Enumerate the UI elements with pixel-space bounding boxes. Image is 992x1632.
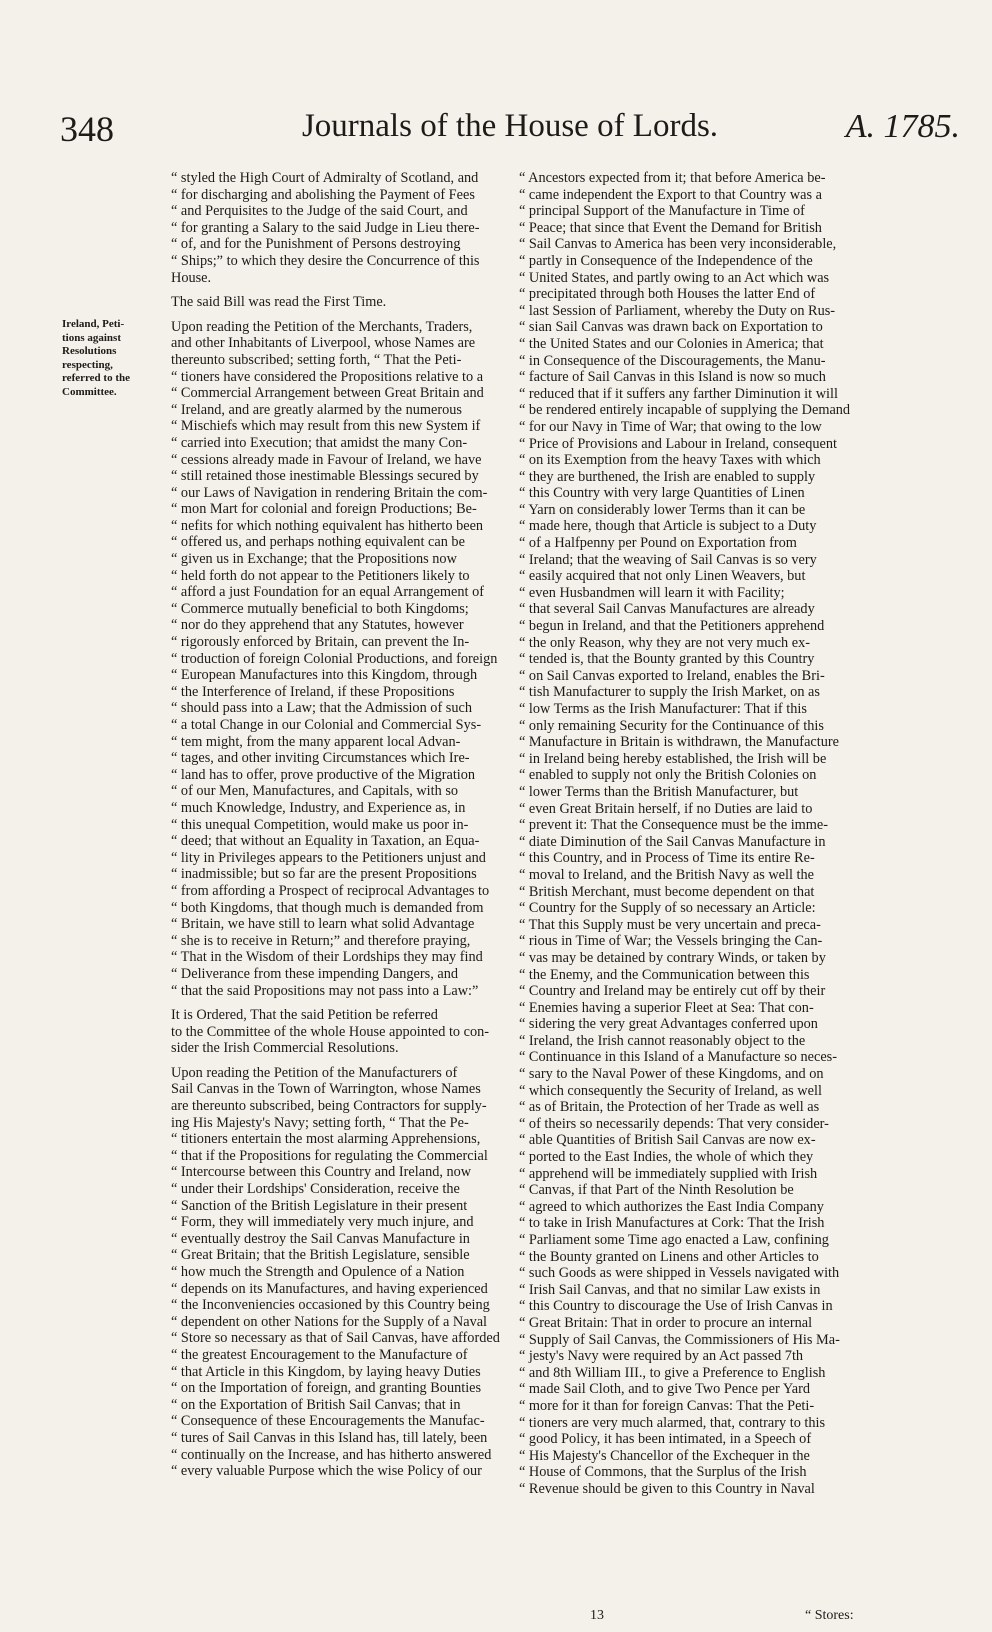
right-column-line: “ House of Commons, that the Surplus of the Irish (519, 1464, 807, 1481)
right-column-line: “ prevent it: That the Consequence must be the imme- (519, 817, 829, 834)
right-column-line: “ even Great Britain herself, if no Duties are laid to (519, 800, 813, 817)
left-column-line: “ That in the Wisdom of their Lordships they may find (171, 949, 483, 966)
right-column-line: “ His Majesty's Chancellor of the Exchequer in the (519, 1447, 810, 1464)
left-column-line: ing His Majesty's Navy; setting forth, “ That the Pe- (171, 1114, 469, 1131)
left-column-line: “ this unequal Competition, would make us poor in- (171, 816, 469, 833)
right-column-line: “ of theirs so necessarily depends: That very consider- (519, 1115, 829, 1132)
left-column-line: “ the greatest Encouragement to the Manufacture of (171, 1346, 468, 1363)
right-column-line: “ enabled to supply not only the British Colonies on (519, 767, 817, 784)
left-column (171, 170, 505, 1480)
left-column-line: “ the Inconveniencies occasioned by this Country being (171, 1297, 490, 1314)
left-column-line: “ afford a just Foundation for an equal Arrangement of (171, 584, 484, 601)
right-column-line: “ for our Navy in Time of War; that owing to the low (519, 418, 822, 435)
right-column-line: “ Country for the Supply of so necessary an Article: (519, 900, 816, 917)
right-column-line: “ in Ireland being hereby established, the Irish will be (519, 750, 827, 767)
left-column-line: “ that the said Propositions may not pass into a Law:” (171, 982, 479, 999)
page-number: 348 (60, 109, 114, 149)
left-column-line: are thereunto subscribed, being Contractors for supply- (171, 1098, 487, 1115)
margin-note-line: Resolutions (62, 345, 117, 357)
left-column-line: “ still retained those inestimable Blessings secured by (171, 468, 479, 485)
right-column-line: “ sidering the very great Advantages conferred upon (519, 1016, 818, 1033)
right-column-line: “ last Session of Parliament, whereby the Duty on Rus- (519, 302, 836, 319)
right-column-line: “ That this Supply must be very uncertain and preca- (519, 916, 821, 933)
right-column-line: “ Parliament some Time ago enacted a Law, confining (519, 1232, 829, 1248)
right-column-line: “ Enemies having a superior Fleet at Sea: That con- (519, 999, 814, 1016)
left-column-line: “ Consequence of these Encouragements the Manufac- (171, 1413, 485, 1430)
margin-note-line: referred to the (62, 372, 131, 384)
left-column-line: “ of our Men, Manufactures, and Capitals, with so (171, 783, 459, 800)
right-column-line: “ jesty's Navy were required by an Act passed 7th (519, 1348, 804, 1365)
right-column-line: “ British Merchant, must become dependent on that (519, 883, 815, 900)
left-column-line: “ Britain, we have still to learn what solid Advantage (171, 916, 475, 933)
right-column-line: “ came independent the Export to that Country was a (519, 186, 822, 203)
right-column-line: “ diate Diminution of the Sail Canvas Manufacture in (519, 833, 826, 850)
margin-note (62, 318, 158, 399)
left-column-line: “ Ships;” to which they desire the Concurrence of this (171, 252, 480, 269)
right-column-line: “ they are burthened, the Irish are enabled to supply (519, 468, 816, 485)
left-column-line: “ from affording a Prospect of reciprocal Advantages to (171, 882, 490, 899)
left-column-line: “ that if the Propositions for regulating the Commercial (171, 1147, 488, 1164)
margin-note-line: respecting, (62, 358, 113, 371)
right-column-line: “ more for it than for foreign Canvas: That the Peti- (519, 1397, 815, 1414)
right-column-line: “ agreed to which authorizes the East India Company (519, 1198, 824, 1215)
left-column-line: “ under their Lordships' Consideration, receive the (171, 1181, 460, 1198)
left-column-line: “ for discharging and abolishing the Payment of Fees (171, 186, 475, 203)
left-column-line: “ nor do they apprehend that any Statutes, however (171, 617, 464, 634)
left-column-line: “ held forth do not appear to the Petitioners likely to (171, 567, 470, 584)
right-column-line: “ sian Sail Canvas was drawn back on Exportation to (519, 319, 823, 336)
left-column-line: “ Mischiefs which may result from this new System if (171, 418, 481, 435)
left-column-line: “ for granting a Salary to the said Judge in Lieu there- (171, 219, 480, 236)
left-column-line: “ depends on its Manufactures, and having experienced (171, 1280, 488, 1297)
right-column-line: “ to take in Irish Manufactures at Cork: That the Irish (519, 1215, 825, 1232)
left-column-line: “ Sanction of the British Legislature in their present (171, 1197, 468, 1214)
left-column-line: “ much Knowledge, Industry, and Experience as, in (171, 799, 466, 816)
left-column-line: “ Deliverance from these impending Dangers, and (171, 965, 459, 982)
left-column-line: “ given us in Exchange; that the Propositions now (171, 551, 457, 568)
left-column-line: “ Ireland, and are greatly alarmed by the numerous (171, 401, 462, 418)
right-column-line: “ Ireland, the Irish cannot reasonably object to the (519, 1032, 806, 1049)
page-title: Journals of the House of Lords. (301, 108, 719, 144)
left-column-line: “ every valuable Purpose which the wise Policy of our (171, 1463, 482, 1480)
right-column-line: “ tish Manufacturer to supply the Irish Market, on as (519, 684, 820, 701)
paragraph-gap (171, 311, 505, 319)
right-column-line: “ even Husbandmen will learn it with Facility; (519, 584, 785, 601)
margin-note-line: tions against (62, 331, 121, 344)
left-column-line: “ of, and for the Punishment of Persons destroying (171, 236, 461, 253)
right-column-line: “ that several Sail Canvas Manufactures are already (519, 601, 815, 618)
right-column-line: “ Manufacture in Britain is withdrawn, the Manufacture (519, 734, 839, 751)
paragraph-gap (171, 999, 505, 1007)
right-column-line: “ made here, though that Article is subject to a Duty (519, 518, 817, 535)
left-column-line: “ styled the High Court of Admiralty of Scotland, and (171, 170, 479, 186)
right-column-line: “ the only Reason, why they are not very much ex- (519, 634, 811, 651)
right-column-line: “ Canvas, if that Part of the Ninth Resolution be (519, 1182, 794, 1199)
left-column-line: “ troduction of foreign Colonial Productions, and foreign (171, 650, 498, 667)
right-column-line: “ moval to Ireland, and the British Navy as well the (519, 866, 814, 883)
right-column-line: “ Price of Provisions and Labour in Ireland, consequent (519, 435, 838, 452)
paragraph-gap (171, 286, 505, 294)
right-column-line: “ be rendered entirely incapable of supplying the Demand (519, 402, 851, 419)
left-column-line: “ tioners have considered the Propositions relative to a (171, 368, 484, 385)
left-column-line: “ tures of Sail Canvas in this Island has, till lately, been (171, 1429, 488, 1446)
left-column-line: “ the Interference of Ireland, if these Propositions (171, 683, 455, 700)
left-column-line: and other Inhabitants of Liverpool, whose Names are (171, 335, 476, 352)
left-column-line: “ on the Importation of foreign, and granting Bounties (171, 1380, 482, 1397)
right-column-line: “ principal Support of the Manufacture in Time of (519, 203, 805, 220)
right-column-line: “ the Bounty granted on Linens and other Articles to (519, 1248, 819, 1265)
right-column-line: “ as of Britain, the Protection of her Trade as well as (519, 1099, 820, 1116)
right-column-line: “ low Terms as the Irish Manufacturer: That if this (519, 701, 807, 717)
right-column-line: “ sary to the Naval Power of these Kingdoms, and on (519, 1066, 824, 1083)
left-column-line: “ Store so necessary as that of Sail Canvas, have afforded (171, 1330, 500, 1347)
right-column-line: “ on its Exemption from the heavy Taxes with which (519, 452, 821, 469)
page-header (60, 108, 960, 154)
left-column-line: “ and Perquisites to the Judge of the said Court, and (171, 203, 468, 220)
left-column-line: “ rigorously enforced by Britain, can prevent the In- (171, 634, 470, 651)
right-column-line: “ Supply of Sail Canvas, the Commissioners of His Ma- (519, 1331, 840, 1348)
left-column-line: “ Great Britain; that the British Legislature, sensible (171, 1247, 470, 1264)
right-column-line: “ Continuance in this Island of a Manufacture so neces- (519, 1049, 838, 1066)
right-column-line: “ United States, and partly owing to an Act which was (519, 269, 830, 286)
right-column-line: “ the United States and our Colonies in America; that (519, 335, 824, 352)
right-column-line: “ Yarn on considerably lower Terms than it can be (519, 501, 806, 518)
left-column-line: “ lity in Privileges appears to the Petitioners unjust and (171, 849, 486, 866)
right-column-line: “ facture of Sail Canvas in this Island is now so much (519, 369, 826, 386)
signature-mark: 13 (590, 1608, 604, 1623)
left-column-line: thereunto subscribed; setting forth, “ That the Peti- (171, 351, 462, 368)
right-column-line: “ able Quantities of British Sail Canvas are now ex- (519, 1132, 816, 1149)
right-column-line: “ Great Britain: That in order to procure an internal (519, 1314, 813, 1331)
left-column-line: Upon reading the Petition of the Manufacturers of (171, 1064, 458, 1081)
right-column-line: “ lower Terms than the British Manufacturer, but (519, 783, 799, 800)
margin-note-line: Committee. (62, 385, 117, 398)
left-column-line: “ nefits for which nothing equivalent has hitherto been (171, 517, 484, 534)
right-column-line: “ rious in Time of War; the Vessels bringing the Can- (519, 933, 823, 950)
left-column-line: “ inadmissible; but so far are the present Propositions (171, 866, 477, 883)
left-column-line: “ Commerce mutually beneficial to both Kingdoms; (171, 600, 469, 617)
left-column-line: to the Committee of the whole House appointed to con- (171, 1023, 490, 1040)
right-column-line: “ precipitated through both Houses the latter End of (519, 286, 816, 303)
left-column-line: “ Form, they will immediately very much injure, and (171, 1214, 474, 1231)
right-column-line: “ such Goods as were shipped in Vessels navigated with (519, 1265, 840, 1282)
right-column-line: “ Sail Canvas to America has been very inconsiderable, (519, 236, 837, 253)
left-column-line: “ that Article in this Kingdom, by laying heavy Duties (171, 1363, 481, 1380)
right-column-line: “ which consequently the Security of Ireland, as well (519, 1082, 822, 1099)
right-column-line: “ this Country, and in Process of Time its entire Re- (519, 850, 815, 867)
left-column-line: It is Ordered, That the said Petition be referred (171, 1007, 438, 1024)
left-column-line: “ on the Exportation of British Sail Canvas; that in (171, 1396, 461, 1413)
left-column-line: “ tages, and other inviting Circumstances which Ire- (171, 750, 470, 767)
left-column-line: “ eventually destroy the Sail Canvas Manufacture in (171, 1230, 470, 1247)
left-column-line: “ she is to receive in Return;” and therefore praying, (171, 932, 471, 949)
left-column-line: “ a total Change in our Colonial and Commercial Sys- (171, 717, 482, 733)
left-column-line: “ tem might, from the many apparent local Advan- (171, 733, 461, 750)
right-column-line: “ this Country to discourage the Use of Irish Canvas in (519, 1298, 833, 1315)
right-column-line: “ apprehend will be immediately supplied with Irish (519, 1165, 818, 1182)
right-column-line: “ ported to the East Indies, the whole of which they (519, 1149, 814, 1166)
right-column-line: “ made Sail Cloth, and to give Two Pence per Yard (519, 1381, 810, 1398)
left-column-line: “ mon Mart for colonial and foreign Productions; Be- (171, 501, 477, 518)
margin-note-line: Ireland, Peti- (62, 318, 125, 330)
left-column-line: “ offered us, and perhaps nothing equivalent can be (171, 534, 465, 551)
right-column-line: “ Peace; that since that Event the Demand for British (519, 219, 822, 236)
right-column-line: “ partly in Consequence of the Independence of the (519, 252, 813, 269)
left-column-line: “ how much the Strength and Opulence of a Nation (171, 1264, 465, 1280)
left-column-line: House. (171, 269, 212, 286)
right-column-line: “ only remaining Security for the Continuance of this (519, 717, 824, 734)
left-column-line: “ dependent on other Nations for the Supply of a Naval (171, 1313, 488, 1330)
right-column-line: “ Revenue should be given to this Country in Naval (519, 1480, 815, 1497)
right-column-line: “ and 8th William III., to give a Preference to English (519, 1364, 826, 1381)
left-column-line: The said Bill was read the First Time. (171, 294, 387, 311)
catchword: “ Stores: (805, 1608, 854, 1623)
left-column-line: “ European Manufactures into this Kingdom, through (171, 667, 478, 684)
right-column-line: “ tioners are very much alarmed, that, contrary to this (519, 1414, 826, 1431)
left-column-line: “ Commercial Arrangement between Great Britain and (171, 385, 484, 402)
right-column (519, 170, 891, 1498)
page-year: A. 1785. (845, 108, 960, 145)
left-column-line: “ our Laws of Navigation in rendering Britain the com- (171, 484, 488, 501)
right-column-line: “ Irish Sail Canvas, and that no similar Law exists in (519, 1281, 821, 1298)
right-column-line: “ begun in Ireland, and that the Petitioners apprehend (519, 618, 825, 635)
right-column-line: “ Ancestors expected from it; that before America be- (519, 170, 826, 186)
right-column-line: “ Country and Ireland may be entirely cut off by their (519, 983, 826, 1000)
left-column-line: “ Intercourse between this Country and Ireland, now (171, 1164, 472, 1181)
right-column-line: “ the Enemy, and the Communication between this (519, 966, 810, 983)
right-column-line: “ this Country with very large Quantities of Linen (519, 485, 805, 502)
right-column-line: “ in Consequence of the Discouragements, the Manu- (519, 352, 826, 369)
right-column-line: “ on Sail Canvas exported to Ireland, enables the Bri- (519, 667, 825, 684)
right-column-line: “ good Policy, it has been intimated, in a Speech of (519, 1431, 812, 1448)
paragraph-gap (171, 1057, 505, 1065)
right-column-line: “ tended is, that the Bounty granted by this Country (519, 651, 815, 668)
right-column-line: “ vas may be detained by contrary Winds, or taken by (519, 949, 826, 966)
left-column-line: sider the Irish Commercial Resolutions. (171, 1040, 399, 1057)
right-column-line: “ reduced that if it suffers any farther Diminution it will (519, 385, 838, 402)
left-column-line: “ carried into Execution; that amidst the many Con- (171, 434, 468, 451)
left-column-line: “ land has to offer, prove productive of the Migration (171, 766, 476, 783)
left-column-line: “ titioners entertain the most alarming Apprehensions, (171, 1131, 481, 1148)
right-column-line: “ Ireland; that the weaving of Sail Canvas is so very (519, 551, 817, 568)
left-column-line: “ cessions already made in Favour of Ireland, we have (171, 451, 482, 468)
left-column-line: “ continually on the Increase, and has hitherto answered (171, 1446, 492, 1463)
left-column-line: “ deed; that without an Equality in Taxation, an Equa- (171, 833, 480, 850)
left-column-line: “ should pass into a Law; that the Admission of such (171, 700, 472, 717)
right-column-line: “ of a Halfpenny per Pound on Exportation from (519, 535, 797, 552)
left-column-line: Sail Canvas in the Town of Warrington, whose Names (171, 1081, 481, 1098)
left-column-line: “ both Kingdoms, that though much is demanded from (171, 899, 484, 916)
right-column-line: “ easily acquired that not only Linen Weavers, but (519, 568, 806, 585)
left-column-line: Upon reading the Petition of the Merchants, Traders, (171, 318, 473, 335)
